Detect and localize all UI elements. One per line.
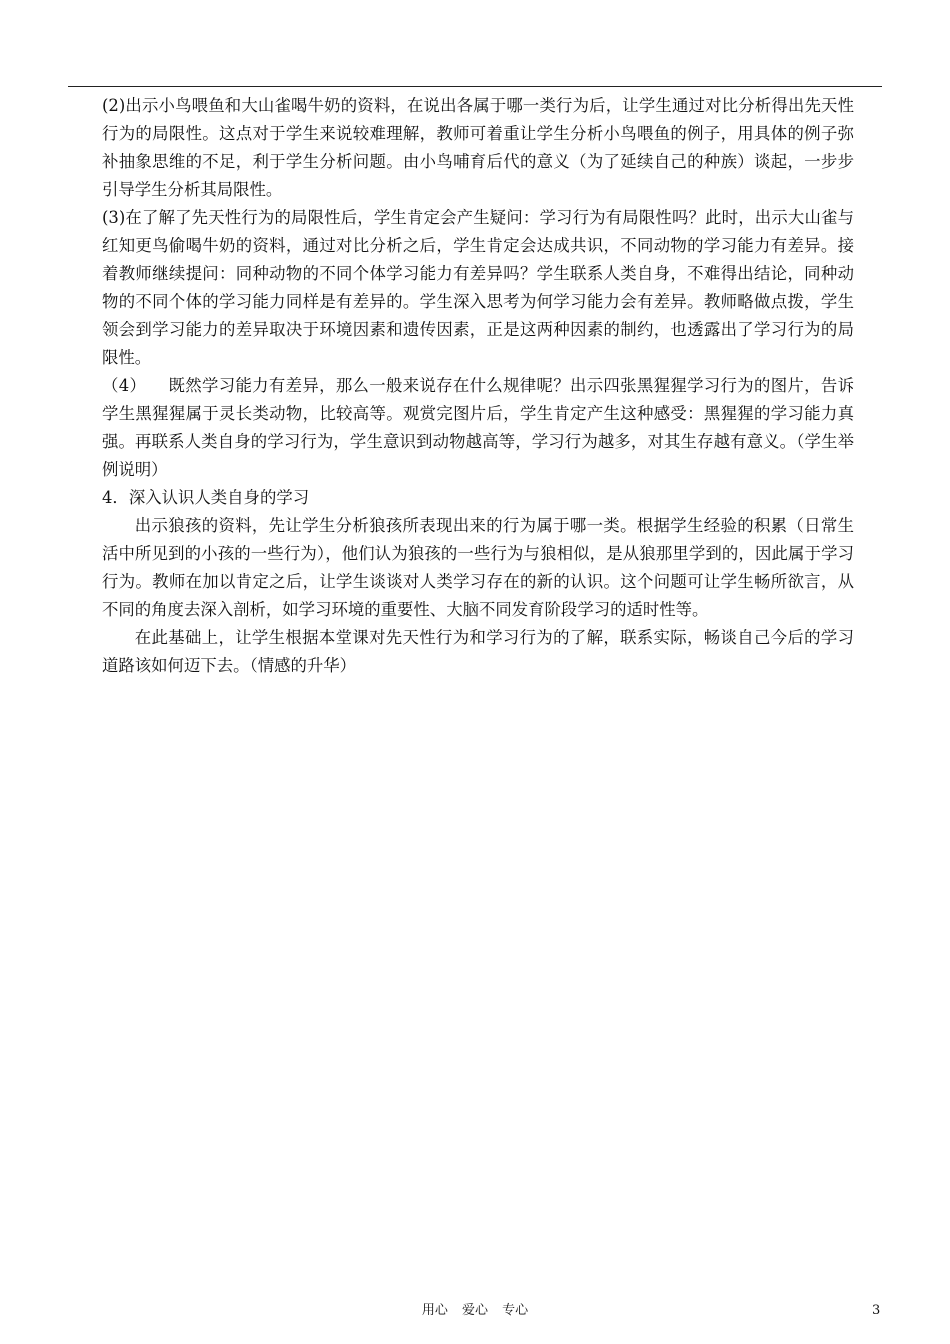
page-number: 3 bbox=[872, 1303, 881, 1318]
paragraph-conclusion: 在此基础上，让学生根据本堂课对先天性行为和学习行为的了解，联系实际，畅谈自己今后的学习道路该如何迈下去。（情感的升华） bbox=[102, 628, 854, 675]
document-body bbox=[102, 92, 854, 680]
section-heading-4: 4．深入认识人类自身的学习 bbox=[102, 488, 310, 507]
header-rule bbox=[68, 86, 882, 87]
step-4-text: 既然学习能力有差异，那么一般来说存在什么规律呢？出示四张黑猩猩学习行为的图片，告诉学生黑猩猩属于灵长类动物，比较高等。观赏完图片后，学生肯定产生这种感受：黑猩猩的学习能力真强。再联系人类自身的学习行为，学生意识到动物越高等，学习行为越多，对其生存越有意义。（学生举例说明） bbox=[102, 376, 854, 479]
paragraph-step-3: (3)在了解了先天性行为的局限性后，学生肯定会产生疑问：学习行为有局限性吗？此时，出示大山雀与红知更鸟偷喝牛奶的资料，通过对比分析之后，学生肯定会达成共识，不同动物的学习能力有差异。接着教师继续提问：同种动物的不同个体学习能力有差异吗？学生联系人类自身，不难得出结论，同种动物的不同个体的学习能力同样是有差异的。学生深入思考为何学习能力会有差异。教师略做点拨，学生领会到学习能力的差异取决于环境因素和遗传因素，正是这两种因素的制约，也透露出了学习行为的局限性。 bbox=[102, 208, 854, 367]
footer-motto: 用心 爱心 专心 bbox=[421, 1303, 529, 1318]
paragraph-wolf-child: 出示狼孩的资料，先让学生分析狼孩所表现出来的行为属于哪一类。根据学生经验的积累（日常生活中所见到的小孩的一些行为），他们认为狼孩的一些行为与狼相似，是从狼那里学到的，因此属于学习行为。教师在加以肯定之后，让学生谈谈对人类学习存在的新的认识。这个问题可让学生畅所欲言，从不同的角度去深入剖析，如学习环境的重要性、大脑不同发育阶段学习的适时性等。 bbox=[102, 516, 854, 619]
paragraph-step-2: (2)出示小鸟喂鱼和大山雀喝牛奶的资料，在说出各属于哪一类行为后，让学生通过对比分析得出先天性行为的局限性。这点对于学生来说较难理解，教师可着重让学生分析小鸟喂鱼的例子，用具体的例子弥补抽象思维的不足，利于学生分析问题。由小鸟哺育后代的意义（为了延续自己的种族）谈起，一步步引导学生分析其局限性。 bbox=[102, 96, 854, 199]
paragraph-step-4 bbox=[102, 372, 854, 484]
step-4-label: （4） bbox=[102, 376, 147, 395]
